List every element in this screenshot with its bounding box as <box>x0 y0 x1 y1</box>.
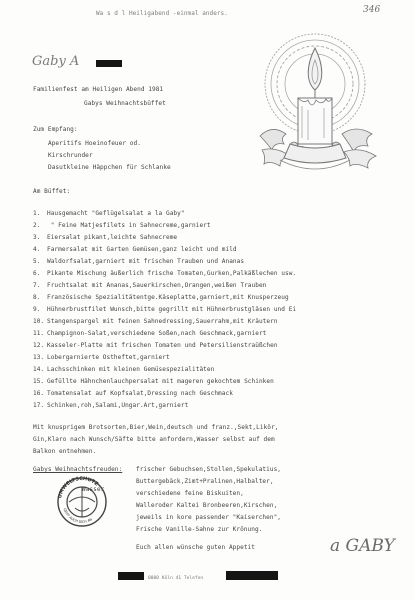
menu-item <box>33 306 296 313</box>
stamp-bottom-text: GEHT AUCH DICH AN <box>62 507 93 525</box>
freuden-line: Frische Vanille-Sahne zur Krönung. <box>136 526 263 533</box>
drinks-line: Balkon entnehmen. <box>33 448 97 455</box>
candle-illustration-icon <box>250 26 386 188</box>
menu-item-number: 7. <box>33 282 41 289</box>
stamp-globe-icon <box>55 468 109 534</box>
freuden-line: jeweils in kore passender "Kaiserchen", <box>136 514 282 521</box>
redaction-bar <box>226 571 278 580</box>
menu-item <box>33 270 296 277</box>
menu-item-text: Gefüllte Hähnchenlauchpersalat mit mageren gekochtem Schinken <box>47 378 274 385</box>
menu-item-text: Stangenspargel mit feinen Sahnedressing,Sauerrahm,mit Kräutern <box>47 318 278 325</box>
title-line-2: Gabys Weihnachtsbüffet <box>84 100 166 107</box>
footer-address: 0000 Köln 41 Telefon <box>148 576 204 581</box>
menu-item <box>33 378 274 385</box>
menu-item-number: 5. <box>33 258 41 265</box>
menu-item-text: Tomatensalat auf Kopfsalat,Dressing nach Geschmack <box>47 390 233 397</box>
menu-item-text: Lobergarnierte Ostheftet,garniert <box>47 354 170 361</box>
empfang-line: Dasutkleine Häppchen für Schlanke <box>48 164 171 171</box>
menu-item <box>33 210 185 217</box>
menu-item-text: " Feine Matjesfilets in Sahnecreme,garniert <box>47 222 211 229</box>
menu-item <box>33 390 233 397</box>
menu-item-number: 3. <box>33 234 41 241</box>
redaction-bar <box>118 572 144 580</box>
menu-item-text: Kasseler-Platte mit frischen Tomaten und Petersilienstraüßchen <box>47 342 278 349</box>
menu-item <box>33 330 266 337</box>
menu-item-text: Französische Spezialitätentge.Käseplatte,garniert,mit Knusperzeug <box>47 294 289 301</box>
menu-item-number: 10. <box>33 318 45 325</box>
umweltschutz-stamp <box>55 468 109 534</box>
freuden-line: frischer Gebuchsen,Stollen,Spekulatius, <box>136 466 282 473</box>
menu-item-number: 16. <box>33 390 45 397</box>
menu-item-number: 15. <box>33 378 45 385</box>
menu-item-text: Fruchtsalat mit Ananas,Sauerkirschen,Orangen,weißen Trauben <box>47 282 267 289</box>
menu-item <box>33 282 266 289</box>
drinks-line: Mit knusprigem Brotsorten,Bier,Wein,deutsch und franz.,Sekt,Likör, <box>33 424 279 431</box>
page-number: 346 <box>363 5 381 15</box>
menu-item-number: 12. <box>33 342 45 349</box>
redaction-bar <box>96 60 122 67</box>
empfang-heading: Zum Empfang: <box>33 126 78 133</box>
menu-item-text: Schinken,roh,Salami,Ungar.Art,garniert <box>47 402 189 409</box>
menu-item <box>33 318 278 325</box>
menu-item <box>33 258 244 265</box>
menu-item <box>33 342 278 349</box>
menu-item <box>33 402 188 409</box>
freuden-label: Gabys Weihnachtsfreuden: <box>33 466 123 473</box>
menu-item-number: 11. <box>33 330 45 337</box>
author-name: Gaby A <box>32 54 80 69</box>
freuden-line: Walleroder Kaltei Bronbeeren,Kirschen, <box>136 502 278 509</box>
signature: a GABY <box>330 536 395 556</box>
menu-item-text: Waldorfsalat,garniert mit frischen Trauben und Ananas <box>47 258 245 265</box>
menu-item <box>33 234 177 241</box>
bueffet-heading: Am Büffet: <box>33 188 71 195</box>
menu-item-text: Lachsschinken mit kleinen Gemüsespezialitäten <box>47 366 215 373</box>
stamp-top-text: UMWELTSCHUTZ <box>57 475 100 499</box>
menu-item <box>33 222 211 229</box>
menu-item-text: Eiersalat pikant,leichte Sahnecreme <box>47 234 178 241</box>
closing-line: Euch allen wünsche guten Appetit <box>136 544 255 551</box>
menu-item-number: 6. <box>33 270 41 277</box>
drinks-line: Gin,Klaro nach Wunsch/Säfte bitte anfordern,Wasser selbst auf dem <box>33 436 275 443</box>
author-signature <box>32 54 79 69</box>
menu-item-text: Hausgemacht "Geflügelsalat a la Gaby" <box>47 210 185 217</box>
menu-item-number: 4. <box>33 246 41 253</box>
menu-item-text: Farmersalat mit Garten Gemüsen,ganz leicht und mild <box>47 246 237 253</box>
menu-item-number: 1. <box>33 210 41 217</box>
freuden-line: verschiedene feine Biskuiten, <box>136 490 244 497</box>
menu-item-number: 14. <box>33 366 45 373</box>
menu-item-number: 9. <box>33 306 41 313</box>
page-header: Wa s d l Heiligabend -einmal anders. <box>96 10 228 17</box>
wasser-label: Wasser <box>82 486 105 493</box>
menu-item-number: 2. <box>33 222 41 229</box>
menu-item-text: Hühnerbrustfilet Wunsch,bitte gegrillt mit Hühnerbrustgläsen und Ei <box>47 306 297 313</box>
menu-item-number: 8. <box>33 294 41 301</box>
freuden-line: Buttergebäck,Zimt+Pralinen,Halbalter, <box>136 478 274 485</box>
menu-item-number: 17. <box>33 402 45 409</box>
empfang-line: Aperitifs Hoeinofeuer od. <box>48 140 141 147</box>
menu-item <box>33 366 214 373</box>
menu-item <box>33 246 237 253</box>
empfang-line: Kirschrunder <box>48 152 93 159</box>
menu-item <box>33 294 289 301</box>
menu-item-number: 13. <box>33 354 45 361</box>
menu-item <box>33 354 170 361</box>
menu-item-text: Champignon-Salat,verschiedene Soßen,nach Geschmack,garniert <box>47 330 267 337</box>
title-line-1: Familienfest am Heiligen Abend 1981 <box>33 86 164 93</box>
menu-item-text: Pikante Mischung äußerlich frische Tomaten,Gurken,Palkäßlechen usw. <box>47 270 297 277</box>
